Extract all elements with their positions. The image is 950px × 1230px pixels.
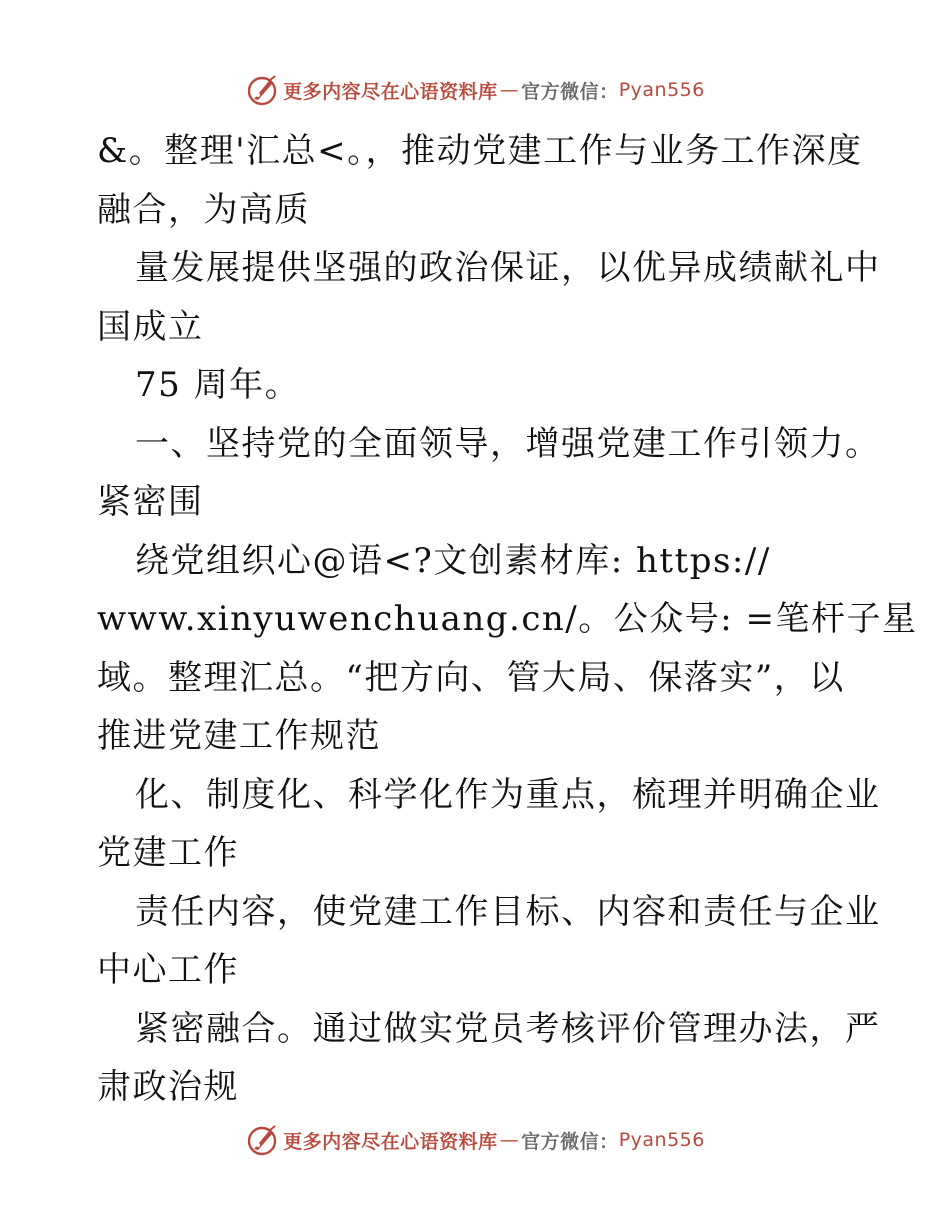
body-line: 党建工作 [97,833,239,873]
body-line: 责任内容，使党建工作目标、内容和责任与企业 [135,891,881,932]
quill-pen-logo-icon [245,73,279,107]
body-line: 国成立 [97,306,204,347]
body-line: &。整理'汇总<。，推动党建工作与业务工作深度 [97,131,863,171]
body-line: 75 周年。 [135,365,301,405]
body-line: 推进党建工作规范 [97,716,381,756]
body-line: 紧密围 [97,482,204,522]
watermark-wechat-id: Pyan556 [618,79,705,101]
watermark-slogan: 更多内容尽在心语资料库 [283,1130,498,1153]
watermark-dash: — [499,1129,520,1151]
body-line: 中心工作 [97,950,239,990]
body-line: 量发展提供坚强的政治保证，以优异成绩献礼中 [135,248,881,288]
watermark-official-label: 官方微信： [521,1130,619,1153]
body-line: 融合，为高质 [97,189,310,230]
watermark-dash: — [499,79,520,101]
watermark-wechat-id: Pyan556 [618,1129,705,1151]
quill-pen-logo-icon [245,1123,279,1157]
body-line: 紧密融合。通过做实党员考核评价管理办法，严 [135,1008,881,1049]
watermark-slogan: 更多内容尽在心语资料库 [283,80,498,103]
body-line: 肃政治规 [97,1067,239,1107]
body-line: 绕党组织心@语<?文创素材库: https:// [135,540,771,581]
section-heading-line: 一、坚持党的全面领导，增强党建工作引领力。 [135,423,881,464]
document-body [97,122,918,1117]
footer-watermark-banner [0,1120,950,1160]
header-watermark-banner [0,70,950,110]
body-line: 化、制度化、科学化作为重点，梳理并明确企业 [135,774,881,815]
watermark-official-label: 官方微信： [521,80,619,103]
body-line: 域。整理汇总。“把方向、管大局、保落实”，以 [97,657,845,698]
body-line: www.xinyuwenchuang.cn/。公众号: =笔杆子星 [97,599,918,639]
